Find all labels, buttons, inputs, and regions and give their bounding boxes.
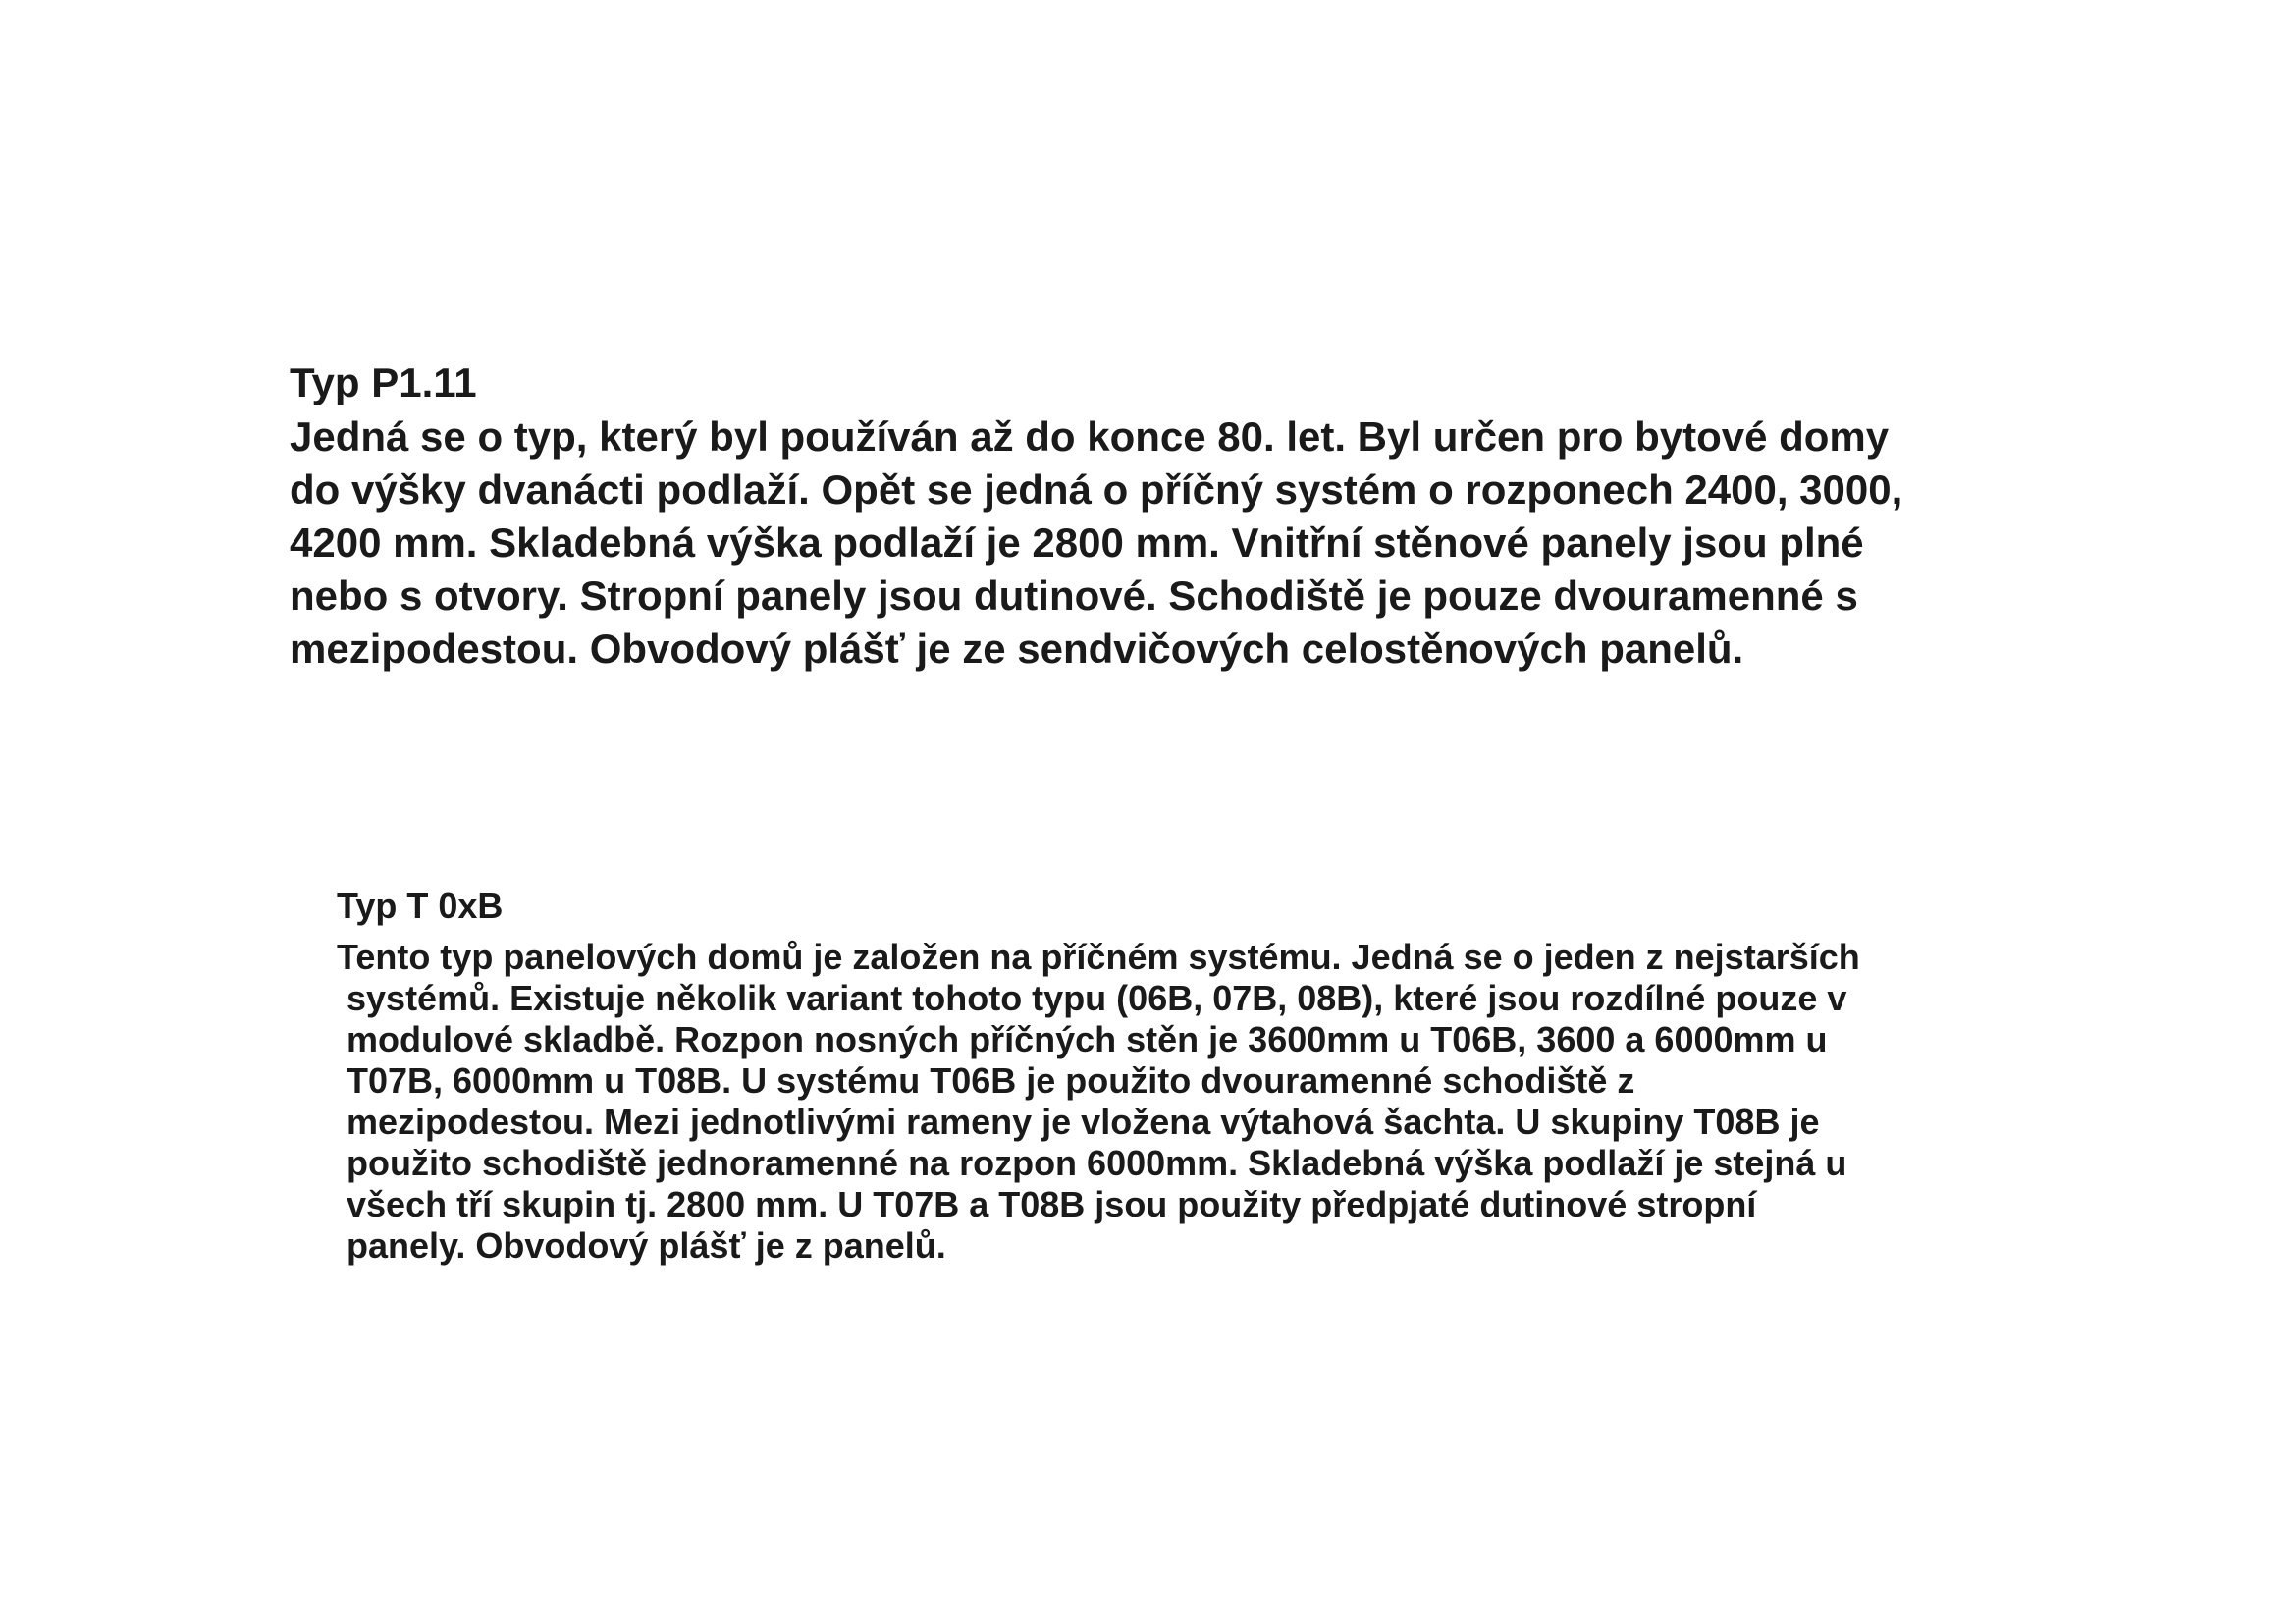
- section-typ-p111: [290, 355, 2056, 676]
- paragraph-line: T07B, 6000mm u T08B. U systému T06B je použito dvouramenné schodiště z: [347, 1060, 1635, 1101]
- paragraph-line: panely. Obvodový plášť je z panelů.: [347, 1225, 946, 1266]
- section-body: [290, 410, 2056, 676]
- paragraph-line: modulové skladbě. Rozpon nosných příčných stěn je 3600mm u T06B, 3600 a 6000mm u: [347, 1019, 1828, 1059]
- paragraph-line: použito schodiště jednoramenné na rozpon 6000mm. Skladebná výška podlaží je stejná u: [347, 1143, 1847, 1183]
- section-title: Typ T 0xB: [337, 886, 504, 926]
- paragraph-line: mezipodestou. Mezi jednotlivými rameny je vložena výtahová šachta. U skupiny T08B je: [347, 1102, 1820, 1142]
- paragraph-line: mezipodestou. Obvodový plášť je ze sendvičových celostěnových panelů.: [290, 625, 1744, 672]
- section-title: Typ P1.11: [290, 359, 477, 406]
- paragraph-line: Tento typ panelových domů je založen na příčném systému. Jedná se o jeden z nejstarších: [337, 937, 1860, 977]
- section-body: [337, 937, 2104, 1267]
- paragraph-line: nebo s otvory. Stropní panely jsou dutinové. Schodiště je pouze dvouramenné s: [290, 572, 1858, 619]
- paragraph-line: 4200 mm. Skladebná výška podlaží je 2800 mm. Vnitřní stěnové panely jsou plné: [290, 519, 1864, 566]
- paragraph-line: všech tří skupin tj. 2800 mm. U T07B a T08B jsou použity předpjaté dutinové stropní: [347, 1184, 1757, 1224]
- section-typ-t0xb: [337, 882, 2104, 1267]
- paragraph-line: Jedná se o typ, který byl používán až do konce 80. let. Byl určen pro bytové domy: [290, 413, 1890, 460]
- paragraph-line: systémů. Existuje několik variant tohoto typu (06B, 07B, 08B), které jsou rozdílné pouze v: [347, 978, 1847, 1018]
- paragraph-line: do výšky dvanácti podlaží. Opět se jedná o příčný systém o rozponech 2400, 3000,: [290, 466, 1903, 513]
